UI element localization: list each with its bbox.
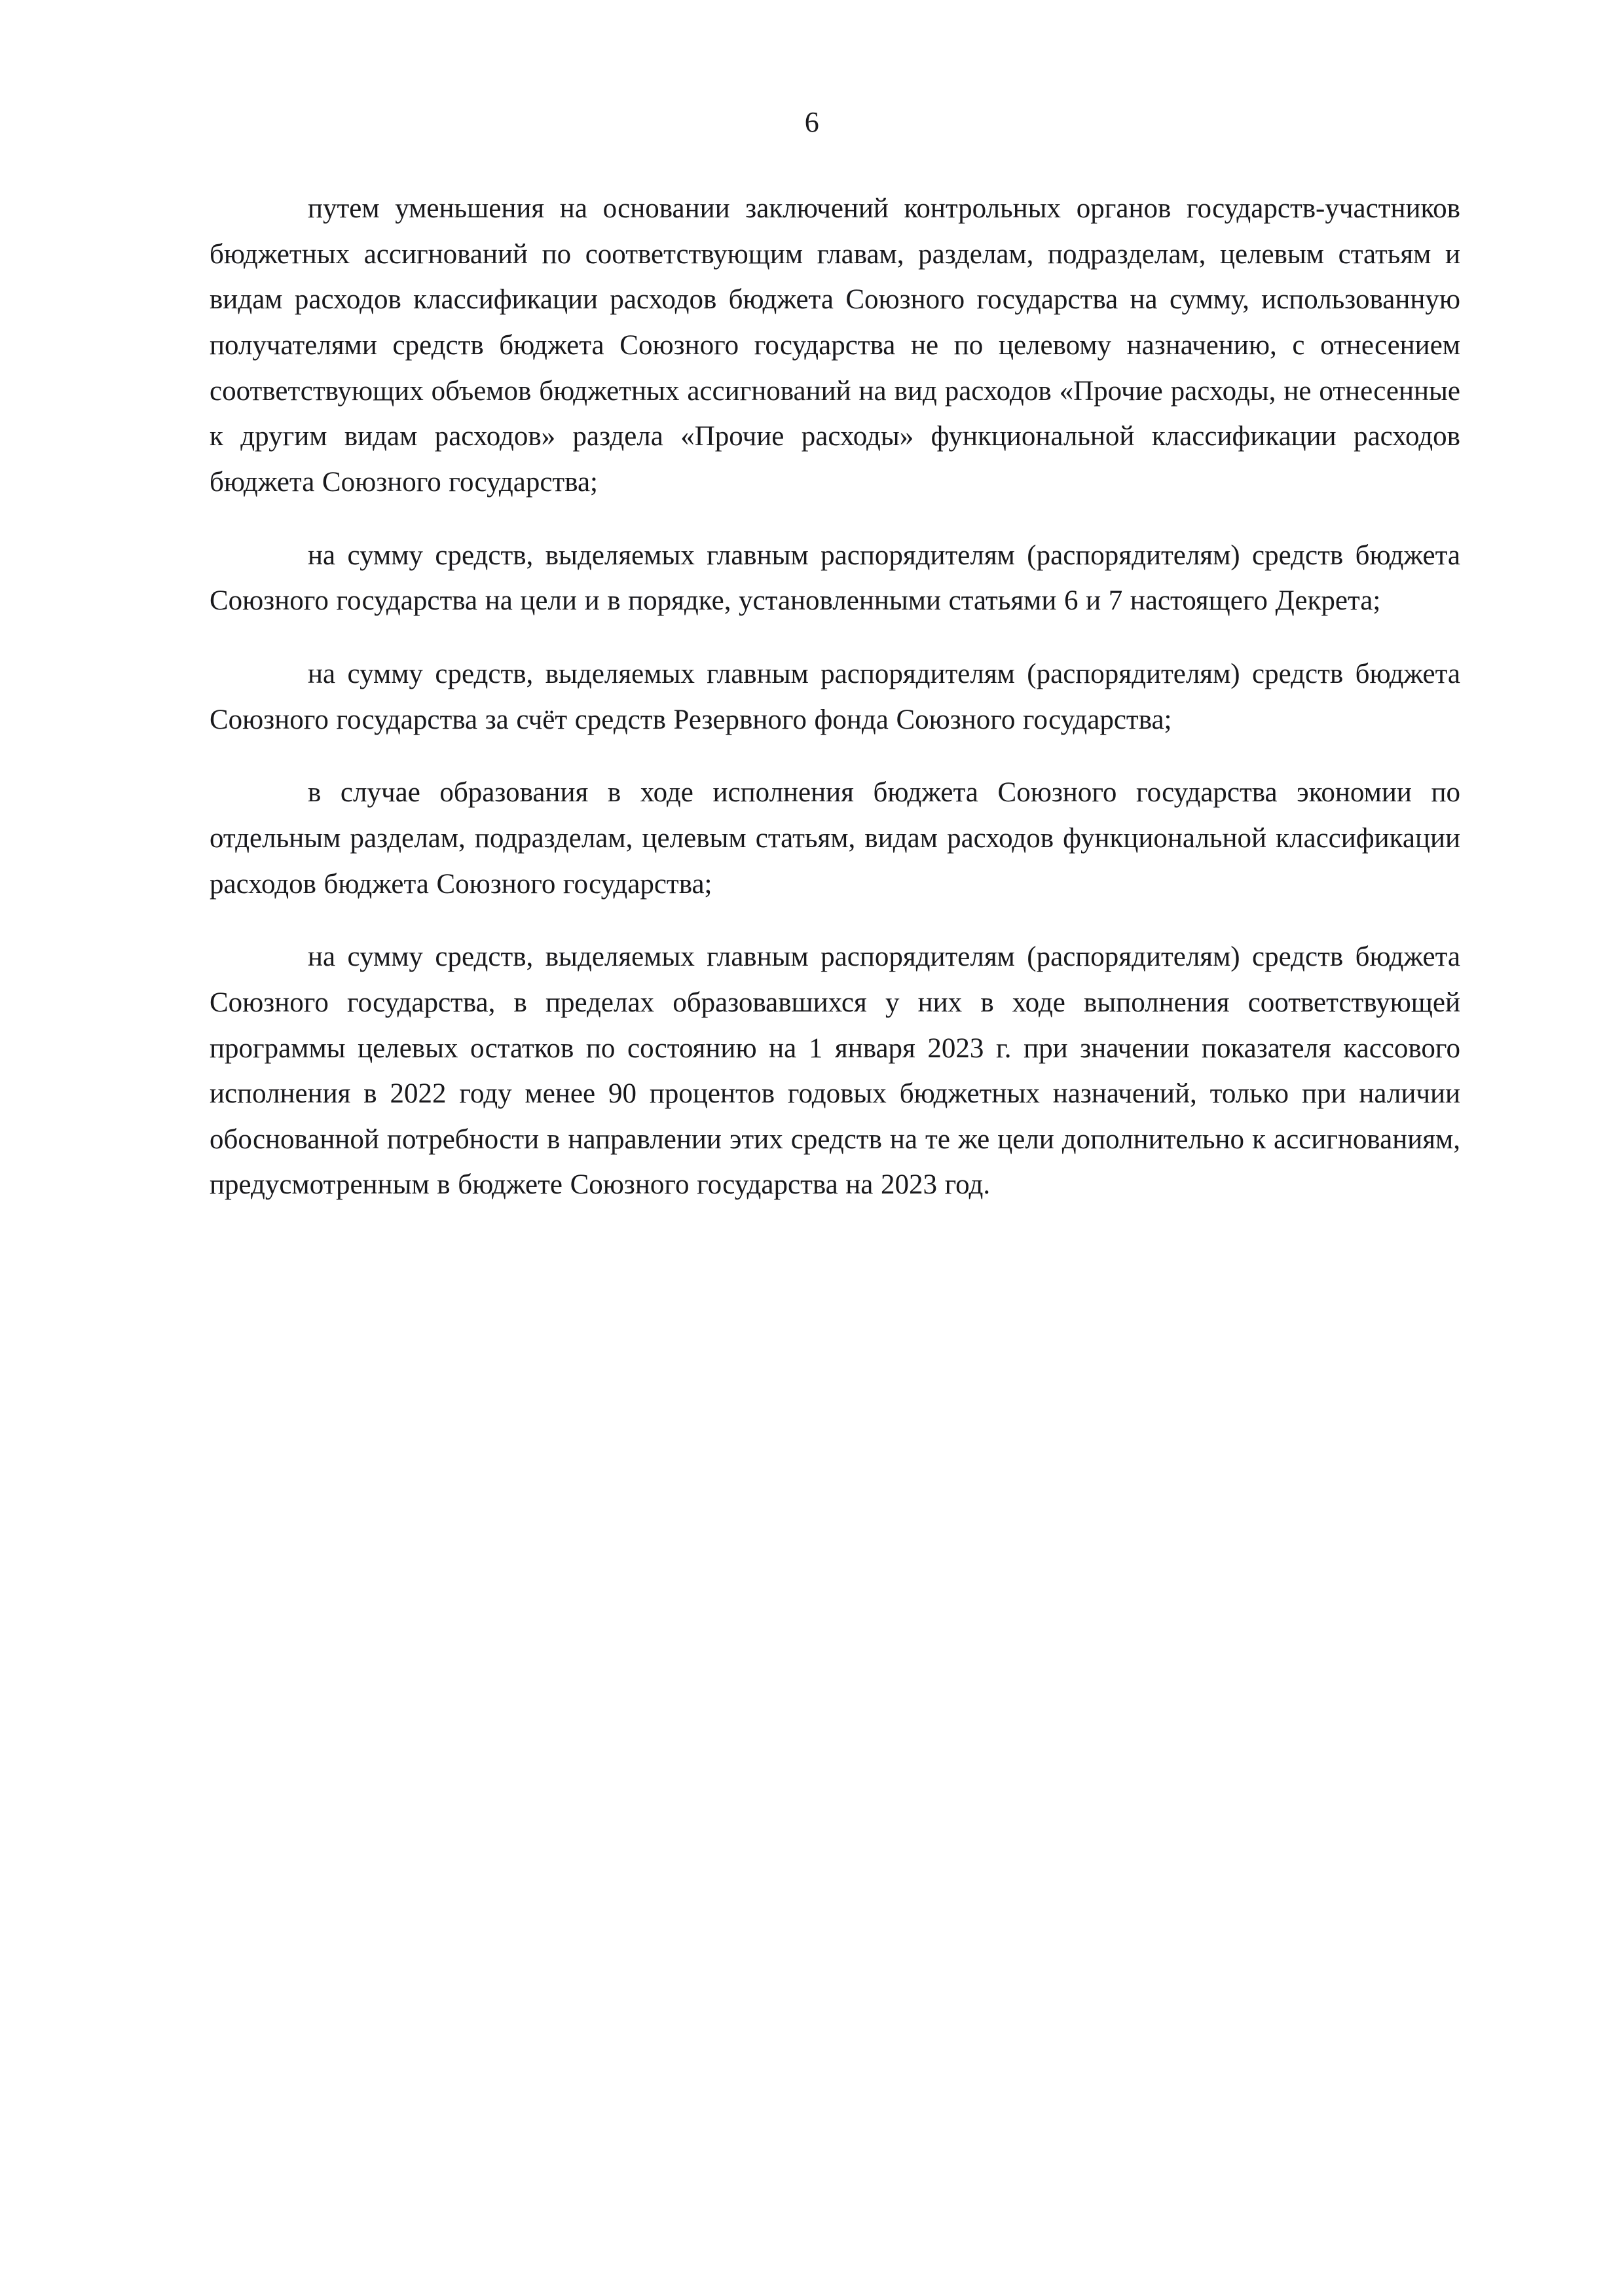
document-body <box>210 186 1460 1208</box>
paragraph: путем уменьшения на основании заключений контрольных органов государств-участников бюджетных ассигнований по соответствующим главам, разделам, подразделам, целевым статьям и видам расходов классификации расходов бюджета Союзного государства на сумму, использованную получателями средств бюджета Союзного государства не по целевому назначению, с отнесением соответствующих объемов бюджетных ассигнований на вид расходов «Прочие расходы, не отнесенные к другим видам расходов» раздела «Прочие расходы» функциональной классификации расходов бюджета Союзного государства; <box>210 193 1460 498</box>
paragraph: на сумму средств, выделяемых главным распорядителям (распорядителям) средств бюджета Союзного государства, в пределах образовавшихся у них в ходе выполнения соответствующей программы целевых остатков по состоянию на 1 января 2023 г. при значении показателя кассового исполнения в 2022 году менее 90 процентов годовых бюджетных назначений, только при наличии обоснованной потребности в направлении этих средств на те же цели дополнительно к ассигнованиям, предусмотренным в бюджете Союзного государства на 2023 год. <box>210 941 1460 1201</box>
paragraph: в случае образования в ходе исполнения бюджета Союзного государства экономии по отдельным разделам, подразделам, целевым статьям, видам расходов функциональной классификации расходов бюджета Союзного государства; <box>210 777 1460 900</box>
paragraph: на сумму средств, выделяемых главным распорядителям (распорядителям) средств бюджета Союзного государства за счёт средств Резервного фонда Союзного государства; <box>210 658 1460 735</box>
paragraph: на сумму средств, выделяемых главным распорядителям (распорядителям) средств бюджета Союзного государства на цели и в порядке, установленными статьями 6 и 7 настоящего Декрета; <box>210 539 1460 617</box>
page-number: 6 <box>804 106 820 138</box>
